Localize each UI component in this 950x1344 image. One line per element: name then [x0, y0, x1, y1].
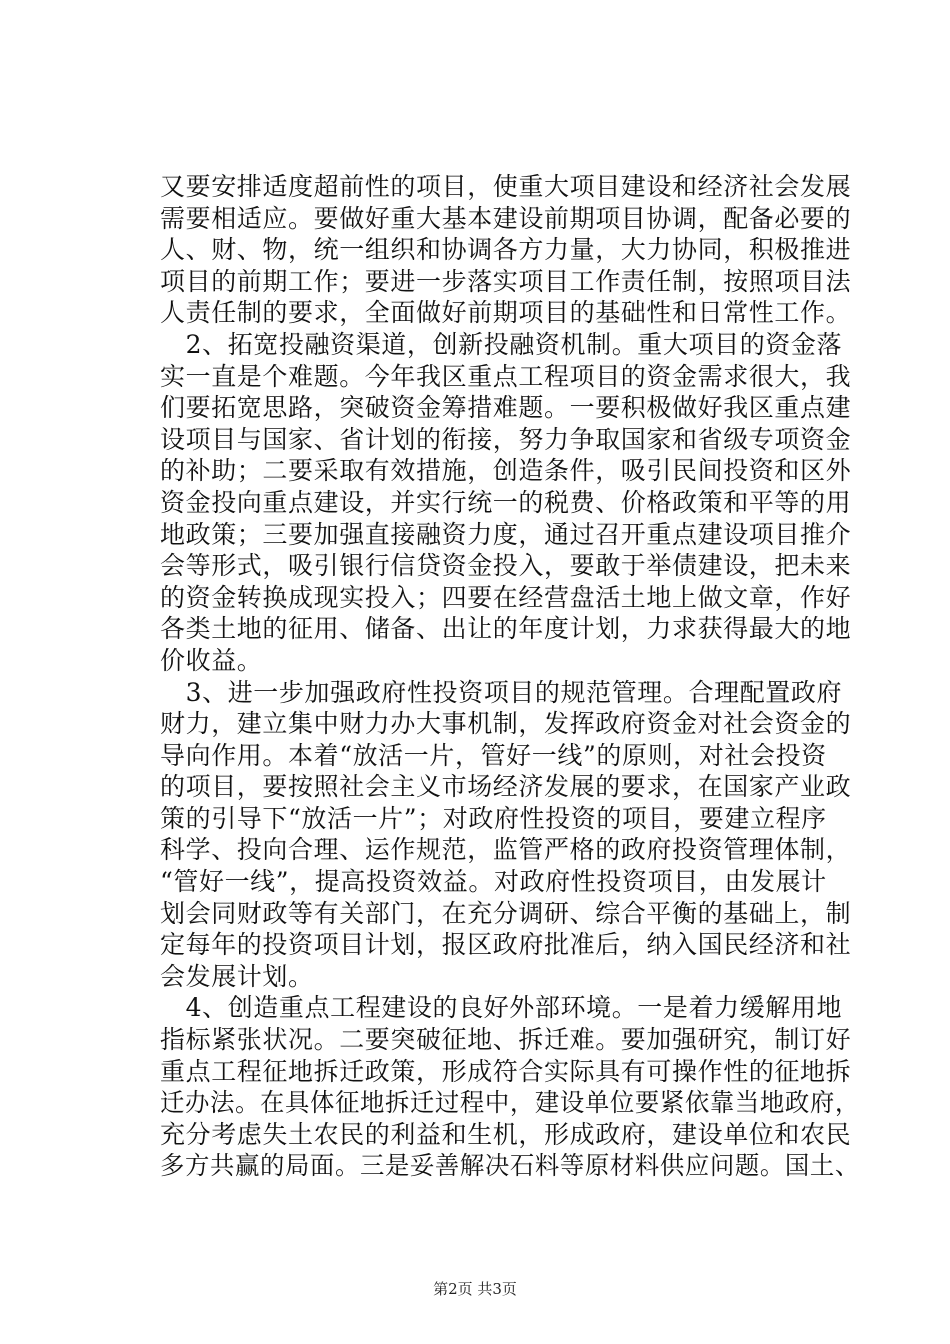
text-line: 各类土地的征用、储备、出让的年度计划，力求获得最大的地 — [160, 614, 852, 644]
text-line: 会等形式，吸引银行信贷资金投入，要敢于举债建设，把未来 — [160, 551, 852, 581]
text-line: 重点工程征地拆迁政策，形成符合实际具有可操作性的征地拆 — [160, 1056, 852, 1086]
text-line: 会发展计划。 — [160, 961, 314, 991]
text-line: 们要拓宽思路，突破资金筹措难题。一要积极做好我区重点建 — [160, 393, 852, 423]
text-line: 定每年的投资项目计划，报区政府批准后，纳入国民经济和社 — [160, 930, 852, 960]
text-line: 的补助；二要采取有效措施，创造条件，吸引民间投资和区外 — [160, 456, 852, 486]
text-line: 科学、投向合理、运作规范，监管严格的政府投资管理体制， — [160, 835, 852, 865]
text-line: 的项目，要按照社会主义市场经济发展的要求，在国家产业政 — [160, 772, 852, 802]
text-line: “管好一线”，提高投资效益。对政府性投资项目，由发展计 — [160, 867, 827, 897]
text-line: 4、创造重点工程建设的良好外部环境。一是着力缓解用地 — [160, 993, 843, 1023]
text-line: 划会同财政等有关部门，在充分调研、综合平衡的基础上，制 — [160, 898, 852, 928]
text-line: 需要相适应。要做好重大基本建设前期项目协调，配备必要的 — [160, 203, 852, 233]
text-line: 人责任制的要求，全面做好前期项目的基础性和日常性工作。 — [160, 298, 852, 328]
text-line: 项目的前期工作；要进一步落实项目工作责任制，按照项目法 — [160, 266, 852, 296]
text-line: 多方共赢的局面。三是妥善解决石料等原材料供应问题。国土、 — [160, 1151, 860, 1181]
text-line: 实一直是个难题。今年我区重点工程项目的资金需求很大，我 — [160, 361, 852, 391]
text-line: 策的引导下“放活一片”；对政府性投资的项目，要建立程序 — [160, 803, 827, 833]
text-line: 财力，建立集中财力办大事机制，发挥政府资金对社会资金的 — [160, 709, 852, 739]
text-line: 导向作用。本着“放活一片，管好一线”的原则，对社会投资 — [160, 740, 827, 770]
text-line: 设项目与国家、省计划的衔接，努力争取国家和省级专项资金 — [160, 424, 852, 454]
body-text — [160, 171, 860, 1182]
text-line: 地政策；三要加强直接融资力度，通过召开重点建设项目推介 — [160, 519, 852, 549]
text-line: 3、进一步加强政府性投资项目的规范管理。合理配置政府 — [160, 677, 843, 707]
text-line: 人、财、物，统一组织和协调各方力量，大力协同，积极推进 — [160, 235, 852, 265]
text-line: 又要安排适度超前性的项目，使重大项目建设和经济社会发展 — [160, 172, 852, 201]
text-line: 2、拓宽投融资渠道，创新投融资机制。重大项目的资金落 — [160, 329, 843, 359]
text-line: 价收益。 — [160, 645, 263, 675]
text-line: 的资金转换成现实投入；四要在经营盘活土地上做文章，作好 — [160, 582, 852, 612]
page-footer: 第2页 共3页 — [433, 1280, 517, 1298]
text-line: 资金投向重点建设，并实行统一的税费、价格政策和平等的用 — [160, 487, 852, 517]
text-line: 指标紧张状况。二要突破征地、拆迁难。要加强研究，制订好 — [160, 1025, 852, 1055]
text-line: 迁办法。在具体征地拆迁过程中，建设单位要紧依靠当地政府， — [160, 1088, 860, 1118]
text-line: 充分考虑失土农民的利益和生机，形成政府，建设单位和农民 — [160, 1119, 852, 1149]
